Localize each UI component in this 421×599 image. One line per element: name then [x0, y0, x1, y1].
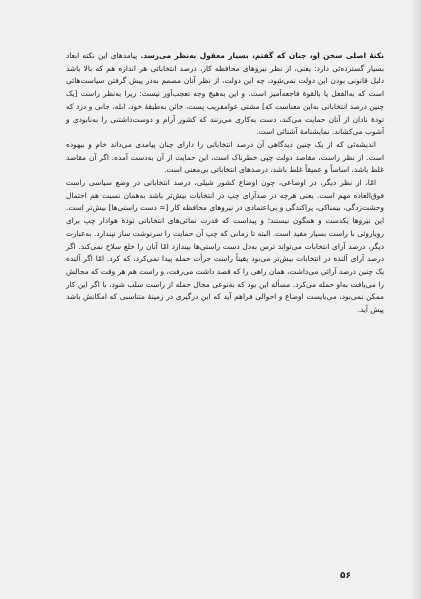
- paragraph-3: [66, 177, 384, 317]
- page-edge-shadow: [411, 0, 421, 599]
- paragraph-1: [66, 50, 384, 139]
- paragraph-2: [66, 139, 384, 177]
- body-text: [66, 50, 384, 317]
- paragraph-2-text: اندیشه‌ئی که از یک چنین دیدگاهی آن درصد انتخاباتی را دارای چنان پیامدی می‌داند خام و بیهوده است. از نظر راست، مقاصد دولت چپی خطرناک است، این حمایت از آن به‌دست آمده. اگر آن مقاصد غلط باشد، اساساً و عمیقاً غلط باشد، درصدهای انتخاباتی بی‌معنی است.: [66, 139, 384, 175]
- paragraph-1-text: پیامدهای این نکته ابعاد بسیار گسترده‌ئی دارد: یعنی، از نظر نیروهای محافظه کار، درصد انتخاباتی هر اندازه هم که بالا باشد دلیل قانونی بودن این دولت نمی‌شود، چه این دولت، از نظر آنان مصمم به‌در پیش گرفتن سیاست‌هائی است که به‌الفعل یا بالقوهٔ فاجعه‌آمیز است. و این به‌هیچ وجه تعجب‌آور نیست: زیرا به‌نظر راست [یک چنین درصد انتخاباتی به‌این معناست که] مشتی عوامفریب پست، خائن به‌طبقهٔ خود، ابله، جانی و دزد که تودهٔ نادان از آنان حمایت می‌کند، دست به‌کاری می‌زنند که کشور آرام و دوست‌داشتنی را به‌نابودی و آشوب می‌کشاند. نمایشنامهٔ آشنائی است.: [66, 51, 384, 137]
- bold-lead-sentence: نکتهٔ اصلی سخن او، چنان که گفتم، بسیار معقول به‌نظر می‌رسد.: [140, 51, 384, 60]
- page-number: ۵۶: [340, 571, 351, 581]
- paragraph-3-text: امّا، از نظر دیگر، در اوضاعی، چون اوضاع کشور شیلی، درصد انتخاباتی در وضع سیاسی راست فوق‌العاده مهم است. یعنی هرچه در صدآرای چپ در انتخابات بیش‌تر باشد به‌همان نسبت هم احتمال وحشت‌زدگی، بیمناکی، پراکندگی و بی‌اعتمادی در نیروهای محافظه کار [= دست راستی‌ها] بیش‌تر است. این نیروها یکدست و همگون نیستند؛ و پیداست که قدرت نمائی‌های انتخاباتی تودهٔ هوادار چپ برای رویاروئی با راست بسیار مفید است. البته تا زمانی که چپ آن حمایت را سرنوشت ساز نپندارد. به‌عبارت دیگر، درصد آرای انتخابات می‌تواند ترس به‌دل دست راستی‌ها بیندازد امّا آنان را خلع سلاح نمی‌کند. اگر درصد آرای آلنده در انتخابات بیش‌تر می‌بود یقیناً راست جرأت حمله پیدا نمی‌کرد، که کرد. امّا اگر آلنده یک چنین درصد آرائی می‌داشت، همان راهی را که قصد داشت می‌رفت، و راست هم هر وقت که مجالش را می‌یافت به‌او حمله می‌کرد. مسأله این بود که به‌نوعی مجال حمله از راست سلب شود، با اگر این کار ممکن نمی‌بود، می‌بایست اوضاع و احوالی فراهم آید که این درگیری در زمینهٔ متناسبی که امکانش باشد پیش آید.: [66, 178, 384, 315]
